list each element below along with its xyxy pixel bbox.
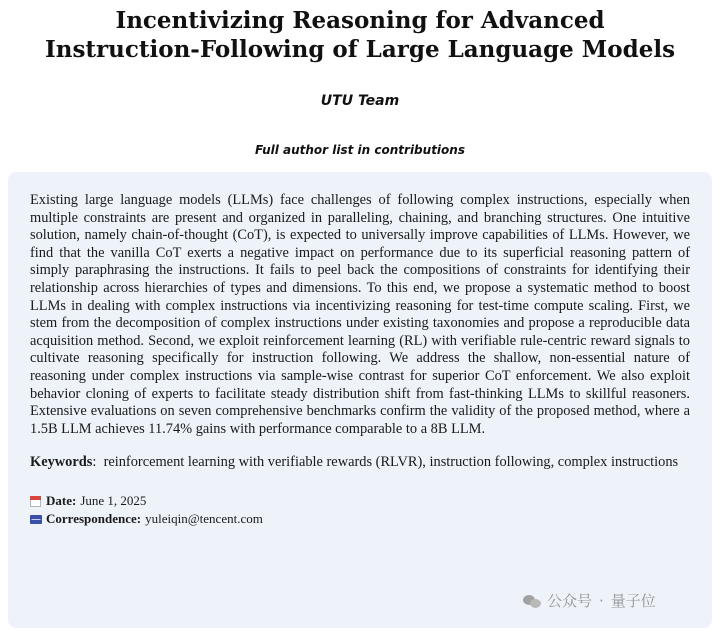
date-row [30, 492, 690, 510]
team-name: UTU Team [320, 93, 400, 109]
abstract-box [8, 172, 712, 628]
author-list-note: Full author list in contributions [255, 143, 465, 157]
watermark [523, 590, 656, 611]
correspondence-row [30, 510, 690, 528]
title-line-1: Incentivizing Reasoning for Advanced [115, 7, 605, 34]
abstract-text: Existing large language models (LLMs) face challenges of following complex instructions, especially when multiple constraints are present and organized in paralleling, chaining, and branching structures. One intuitive solution, namely chain-of-thought (CoT), is expected to universally improve capabilities of LLMs. However, we find that the vanilla CoT exerts a negative impact on performance due to its superficial reasoning pattern of simply paraphrasing the instructions. It fails to peel back the compositions of constraints for identifying their relationship across hierarchies of types and dimensions. To this end, we propose a systematic method to boost LLMs in dealing with complex instructions via incentivizing reasoning for test-time compute scaling. First, we stem from the decomposition of complex instructions under existing taxonomies and propose a reproducible data acquisition method. Second, we exploit reinforcement learning (RL) with verifiable rule-centric reward signals to cultivate reasoning specifically for instruction following. We address the shallow, non-essential nature of reasoning under complex instructions via sample-wise contrast for superior CoT enforcement. We also exploit behavior cloning of experts to facilitate steady distribution shift from fast-thinking LLMs to skillful reasoners. Extensive evaluations on seven comprehensive benchmarks confirm the validity of the proposed method, where a 1.5B LLM achieves 11.74% gains with performance comparable to a 8B LLM. [30, 192, 690, 437]
date-value: June 1, 2025 [80, 493, 147, 509]
paper-meta [30, 492, 690, 528]
correspondence-label: Correspondence: [46, 511, 142, 527]
date-label: Date: [46, 493, 77, 509]
keywords-text: reinforcement learning with verifiable rewards (RLVR), instruction following, complex instructions [103, 454, 679, 471]
watermark-part-1: 公众号 [547, 592, 593, 610]
paper-title [0, 6, 720, 64]
watermark-separator: · [599, 591, 604, 610]
calendar-icon [30, 496, 41, 507]
title-line-2: Instruction-Following of Large Language Models [44, 36, 676, 63]
envelope-icon [30, 515, 42, 524]
wechat-icon [523, 594, 541, 608]
keywords [30, 453, 690, 471]
watermark-part-2: 量子位 [610, 592, 656, 610]
correspondence-email[interactable]: yuleiqin@tencent.com [145, 511, 263, 527]
keywords-colon: : [92, 454, 97, 471]
keywords-label: Keywords [30, 454, 93, 471]
